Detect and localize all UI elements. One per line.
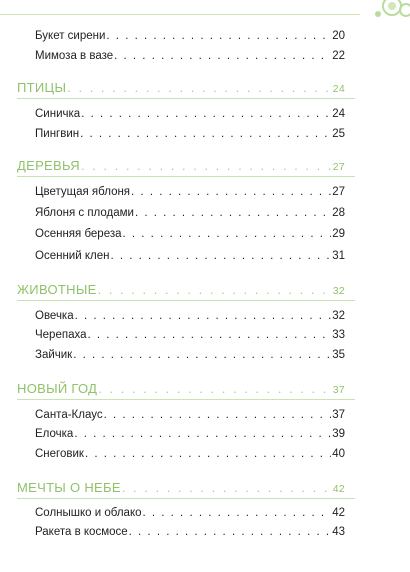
- toc-section-heading[interactable]: [17, 80, 345, 95]
- toc-entry-title: Синичка: [35, 108, 81, 120]
- toc-entry-page: 32: [332, 310, 345, 322]
- leader-dots: [67, 80, 331, 95]
- toc-entry-title: Мимоза в вазе: [35, 50, 114, 62]
- toc-entry-title: Солнышко и облако: [35, 507, 142, 519]
- leader-dots: [104, 409, 332, 421]
- toc-entry-page: 35: [332, 349, 345, 361]
- toc-section-heading[interactable]: [17, 381, 345, 396]
- section-page: 32: [332, 285, 345, 297]
- toc-entry-title: Снеговик: [35, 448, 84, 460]
- toc-entry[interactable]: [35, 526, 345, 538]
- toc-entry-page: 37: [332, 409, 345, 421]
- toc-entry[interactable]: [35, 250, 345, 262]
- leader-dots: [81, 158, 332, 173]
- leader-dots: [129, 526, 332, 538]
- leader-dots: [122, 480, 332, 495]
- leader-dots: [110, 250, 331, 262]
- leader-dots: [85, 448, 331, 460]
- leader-dots: [88, 329, 332, 341]
- toc-entry[interactable]: [35, 50, 345, 62]
- leader-dots: [74, 428, 331, 440]
- leader-dots: [81, 108, 331, 120]
- toc-entry-title: Ракета в космосе: [35, 526, 128, 538]
- toc-entry-page: 33: [332, 329, 345, 341]
- section-title: ЖИВОТНЫЕ: [17, 282, 97, 297]
- toc-entry[interactable]: [35, 186, 345, 198]
- section-divider: [17, 98, 355, 99]
- toc-entry-page: 43: [332, 526, 345, 538]
- section-divider: [17, 300, 355, 301]
- section-title: ДЕРЕВЬЯ: [17, 158, 80, 173]
- toc-entry-page: 24: [332, 108, 345, 120]
- section-title: ПТИЦЫ: [17, 80, 67, 95]
- leader-dots: [135, 207, 331, 219]
- toc-section-heading[interactable]: [17, 480, 345, 495]
- toc-entry-page: 25: [332, 128, 345, 140]
- toc-entry-title: Овечка: [35, 310, 74, 322]
- toc-entry[interactable]: [35, 310, 345, 322]
- toc-entry-page: 28: [332, 207, 345, 219]
- section-page: 24: [332, 83, 345, 95]
- toc-entry-title: Букет сирени: [35, 30, 106, 42]
- toc-entry-title: Санта-Клаус: [35, 409, 103, 421]
- toc-entry[interactable]: [35, 207, 345, 219]
- toc-entry-title: Осенний клен: [35, 250, 110, 262]
- toc-section-heading[interactable]: [17, 158, 345, 173]
- toc-entry-page: 42: [332, 507, 345, 519]
- toc-entry-title: Яблоня с плодами: [35, 207, 134, 219]
- section-page: 27: [332, 161, 345, 173]
- section-divider: [17, 176, 355, 177]
- section-divider: [17, 498, 355, 499]
- toc-entry-title: Зайчик: [35, 349, 73, 361]
- toc-entry[interactable]: [35, 428, 345, 440]
- toc-entry-page: 29: [332, 228, 345, 240]
- toc-entry[interactable]: [35, 507, 345, 519]
- leader-dots: [123, 228, 332, 240]
- toc-entry[interactable]: [35, 108, 345, 120]
- toc-entry-page: 39: [332, 428, 345, 440]
- toc-entry-page: 20: [332, 30, 345, 42]
- toc-entry[interactable]: [35, 228, 345, 240]
- leader-dots: [143, 507, 332, 519]
- section-divider: [17, 399, 355, 400]
- leader-dots: [75, 310, 332, 322]
- toc-section-heading[interactable]: [17, 282, 345, 297]
- toc-entry-title: Осенняя береза: [35, 228, 122, 240]
- leader-dots: [73, 349, 331, 361]
- toc-entry-title: Цветущая яблоня: [35, 186, 131, 198]
- leader-dots: [114, 50, 331, 62]
- leader-dots: [80, 128, 331, 140]
- leader-dots: [98, 381, 331, 396]
- toc-entry[interactable]: [35, 128, 345, 140]
- section-title: НОВЫЙ ГОД: [17, 381, 98, 396]
- toc-entry-page: 27: [332, 186, 345, 198]
- toc-entry-title: Черепаха: [35, 329, 87, 341]
- toc-entry[interactable]: [35, 329, 345, 341]
- leader-dots: [106, 30, 331, 42]
- section-title: МЕЧТЫ О НЕБЕ: [17, 480, 121, 495]
- toc-entry[interactable]: [35, 30, 345, 42]
- toc-entry[interactable]: [35, 349, 345, 361]
- toc-entry[interactable]: [35, 409, 345, 421]
- section-page: 37: [332, 384, 345, 396]
- leader-dots: [98, 282, 332, 297]
- toc-entry[interactable]: [35, 448, 345, 460]
- toc-entry-page: 22: [332, 50, 345, 62]
- toc-entry-title: Пингвин: [35, 128, 80, 140]
- leader-dots: [131, 186, 331, 198]
- toc-entry-title: Елочка: [35, 428, 74, 440]
- toc-entry-page: 40: [332, 448, 345, 460]
- section-page: 42: [332, 483, 345, 495]
- toc-entry-page: 31: [332, 250, 345, 262]
